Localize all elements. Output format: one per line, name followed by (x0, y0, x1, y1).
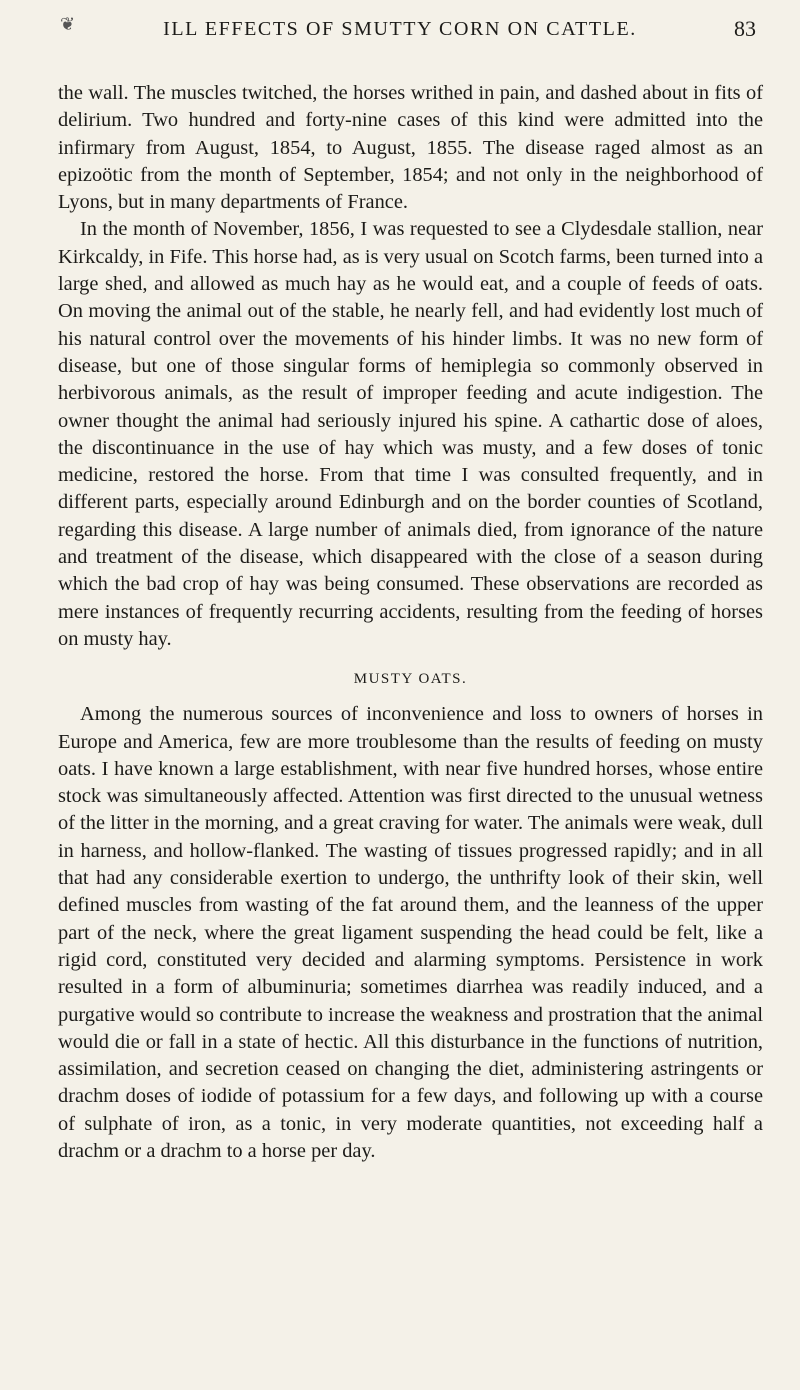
printer-mark: ❦ (60, 14, 76, 35)
paragraph-musty-oats: Among the numerous sources of inconvenience and loss to owners of horses in Europe and America, few are more troublesome than the results of feeding on musty oats. I have known a large establishment, with near five hundred horses, whose entire stock was simultaneously affected. Attention was first directed to the unusual wetness of the litter in the morning, and a great craving for water. The animals were weak, dull in harness, and hollow-flanked. The wasting of tissues progressed rapidly; and in all that had any considerable exertion to undergo, the unthrifty look of their skin, well defined muscles from wasting of the fat around them, and the leanness of the upper part of the neck, where the great ligament suspending the head could be felt, like a rigid cord, constituted very decided and alarming symptoms. Persistence in work resulted in a form of albuminuria; sometimes diarrhea was readily induced, and a purgative would so contribute to increase the weakness and prostration that the animal would die or fall in a state of hectic. All this disturbance in the functions of nutrition, assimilation, and secretion ceased on changing the diet, administering astringents or drachm doses of iodide of potassium for a few days, and following up with a course of sulphate of iron, as a tonic, in very moderate quantities, not exceeding half a drachm or a drachm to a horse per day. (58, 703, 763, 1162)
page-header (0, 12, 800, 52)
running-title: ILL EFFECTS OF SMUTTY CORN ON CATTLE. (163, 18, 637, 40)
paragraph-clydesdale: In the month of November, 1856, I was requested to see a Clydesdale stallion, near Kirkcaldy, in Fife. This horse had, as is very usual on Scotch farms, been turned into a large shed, and allowed as much hay as he would eat, and a couple of feeds of oats. On moving the animal out of the stable, he nearly fell, and had evidently lost much of his natural control over the movements of his hinder limbs. It was no new form of disease, but one of those singular forms of hemiplegia so commonly observed in herbivorous animals, as the result of improper feeding and acute indigestion. The owner thought the animal had seriously injured his spine. A cathartic dose of aloes, the discontinuance in the use of hay which was musty, and a few doses of tonic medicine, restored the horse. From that time I was consulted frequently, and in different parts, especially around Edinburgh and on the border counties of Scotland, regarding this disease. A large number of animals died, from ignorance of the nature and treatment of the disease, which disappeared with the close of a season during which the bad crop of hay was being consumed. These observations are recorded as mere instances of frequently recurring accidents, resulting from the feeding of horses on musty hay. (58, 218, 763, 650)
page-number: 83 (734, 16, 756, 41)
page-body (58, 80, 763, 1165)
paragraph-continued: the wall. The muscles twitched, the horses writhed in pain, and dashed about in fits of delirium. Two hundred and forty-nine cases of this kind were admitted into the infirmary from August, 1854, to August, 1855. The disease raged almost as an epizoötic from the month of September, 1854; and not only in the neighborhood of Lyons, but in many departments of France. (58, 82, 763, 214)
section-heading: MUSTY OATS. (353, 671, 468, 688)
